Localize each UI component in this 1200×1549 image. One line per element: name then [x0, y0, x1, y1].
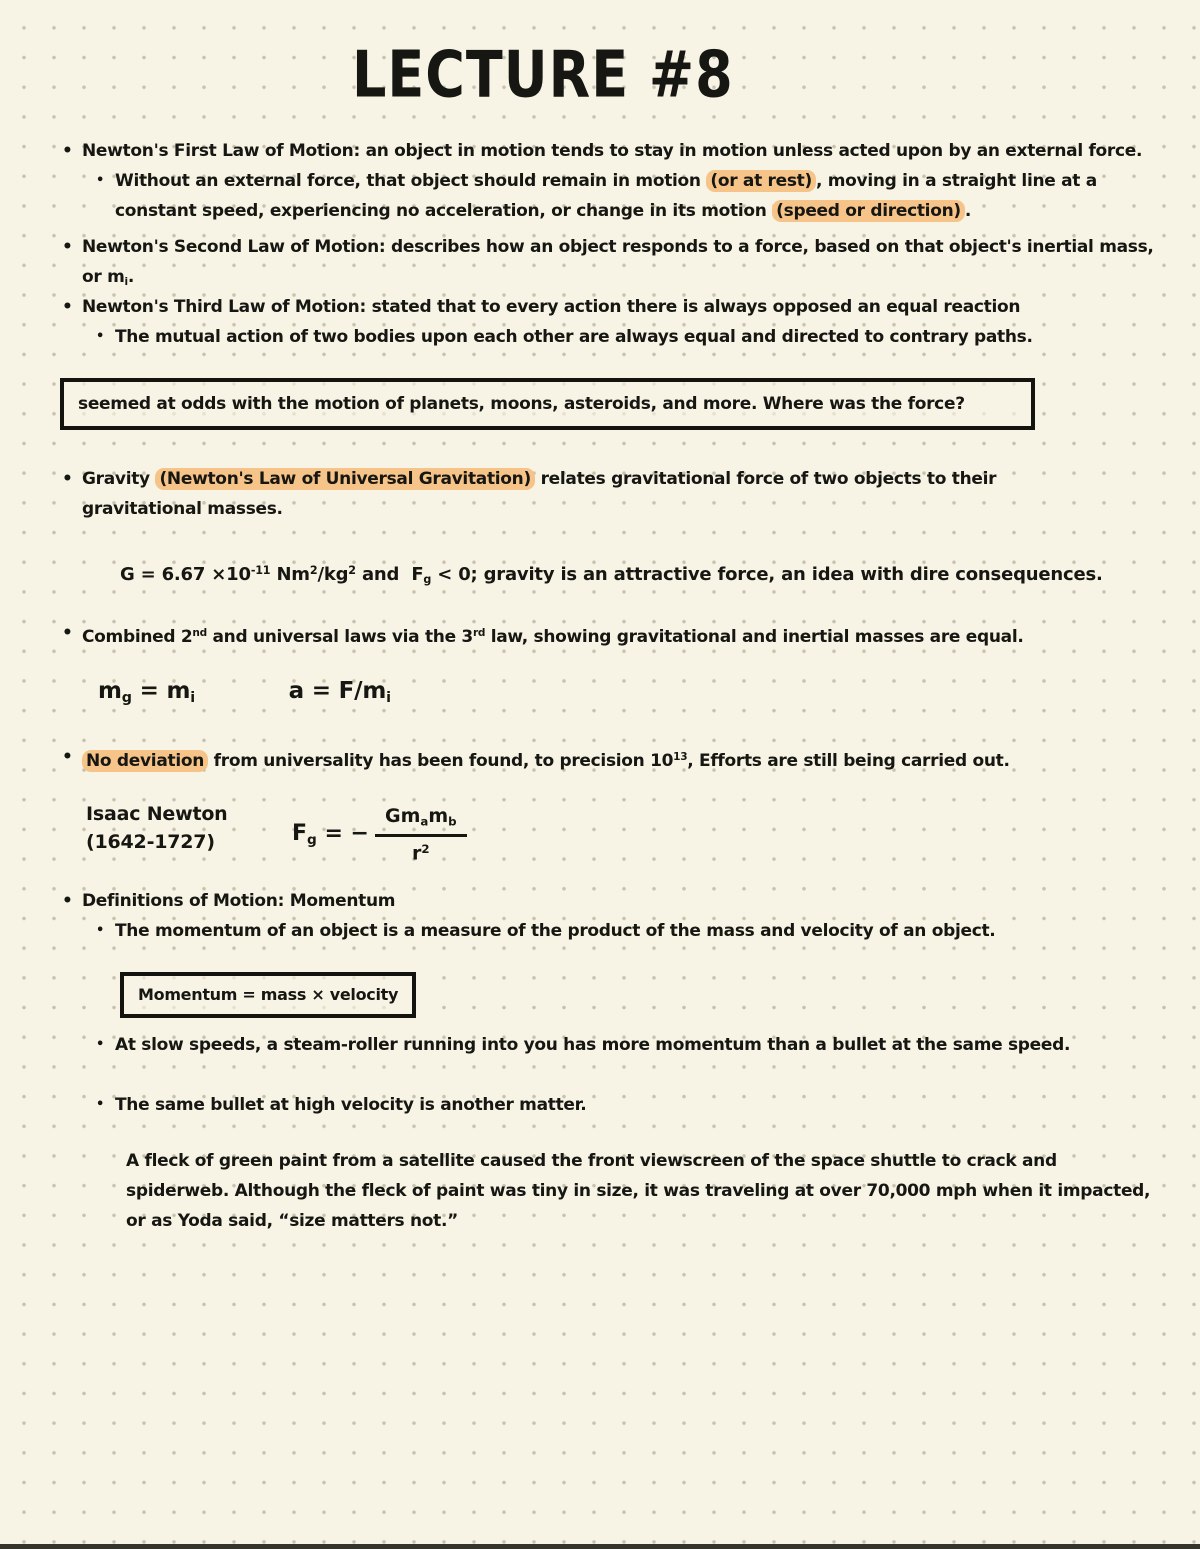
sub-bullet-steamroller [96, 1030, 1161, 1060]
gravity-force-formula [292, 804, 467, 865]
sub-bullet-momentum-def [96, 916, 1166, 946]
sub-bullet-high-velocity [96, 1090, 1161, 1120]
formula-denominator: $r^2$ [412, 842, 430, 865]
bullet-first-law [62, 136, 1182, 166]
bullet-icon: • [62, 623, 73, 643]
question-box-text: seemed at odds with the motion of planets, moons, asteroids, and more. Where was the force? [78, 394, 965, 414]
high-velocity-text: The same bullet at high velocity is another matter. [115, 1095, 587, 1115]
gravity-text: Gravity (Newton's Law of Universal Gravitation) relates gravitational force of two objects to their gravitational masses. [82, 469, 1002, 519]
bullet-combined-laws [62, 618, 1157, 652]
bullet-icon: • [62, 297, 73, 317]
bullet-icon: • [62, 237, 73, 257]
sub-bullet-first-law [96, 166, 1151, 226]
no-deviation-text: No deviation from universality has been found, to precision $10^{13}$, Efforts are still being carried out. [82, 742, 1167, 776]
momentum-def-text: The momentum of an object is a measure of the product of the mass and velocity of an object. [115, 921, 996, 941]
second-law-text: Newton's Second Law of Motion: describes how an object responds to a force, based on that object's inertial mass, or $m_i$. [82, 237, 1160, 288]
question-box [60, 378, 1035, 430]
bullet-icon: • [62, 141, 73, 161]
newton-name-label [86, 800, 228, 856]
momentum-formula-text: Momentum = mass × velocity [138, 985, 399, 1004]
newton-years: (1642-1727) [86, 831, 215, 853]
paint-fleck-paragraph: A fleck of green paint from a satellite caused the front viewscreen of the space shuttle to crack and spiderweb. Although the fleck of paint was tiny in size, it was traveling at over 70,000 mph when it impacted, or as Yoda said, “size matters not.” [126, 1151, 1156, 1231]
bullet-icon: • [62, 747, 73, 767]
sub-bullet-icon: • [96, 173, 105, 188]
momentum-heading-text: Definitions of Motion: Momentum [82, 891, 396, 911]
third-law-sub-text: The mutual action of two bodies upon each other are always equal and directed to contrary paths. [115, 327, 1033, 347]
mass-equality-equation: $m_g = m_i$ $a = F/m_i$ [98, 678, 391, 706]
first-law-sub-text: Without an external force, that object should remain in motion (or at rest) , moving in a straight line at a constant speed, experiencing no acceleration, or change in its motion (speed or direction) . [115, 171, 1103, 221]
bullet-second-law [62, 232, 1160, 297]
sub-bullet-icon: • [96, 1037, 105, 1052]
bullet-icon: • [62, 469, 73, 489]
newton-name: Isaac Newton [86, 803, 228, 825]
combined-laws-text: Combined 2nd and universal laws via the 3rd law, showing gravitational and inertial masses are equal. [82, 626, 1024, 647]
first-law-text: Newton's First Law of Motion: an object in motion tends to stay in motion unless acted upon by an external force. [82, 141, 1143, 161]
sub-bullet-icon: • [96, 923, 105, 938]
g-constant-equation: $G = 6.67 \times 10^{-11}$ $Nm^2/kg^2$ and $F_g < 0$; gravity is an attractive force, an idea with dire consequences. [120, 564, 1103, 587]
sub-bullet-icon: • [96, 329, 105, 344]
sub-bullet-icon: • [96, 1097, 105, 1112]
bullet-third-law [62, 292, 1182, 322]
bullet-gravity [62, 464, 1107, 524]
bullet-icon: • [62, 891, 73, 911]
page-title: LECTURE #8 [352, 37, 734, 112]
formula-numerator: $Gm_am_b$ [375, 804, 467, 837]
steamroller-text: At slow speeds, a steam-roller running into you has more momentum than a bullet at the same speed. [115, 1035, 1071, 1055]
formula-lhs: $F_g$ = − [292, 820, 369, 848]
bullet-no-deviation [62, 742, 1167, 776]
momentum-formula-box [120, 972, 416, 1018]
sub-bullet-third-law [96, 322, 1166, 352]
formula-fraction [375, 804, 467, 865]
third-law-text: Newton's Third Law of Motion: stated that to every action there is always opposed an equal reaction [82, 297, 1021, 317]
bullet-momentum-heading [62, 886, 1162, 916]
